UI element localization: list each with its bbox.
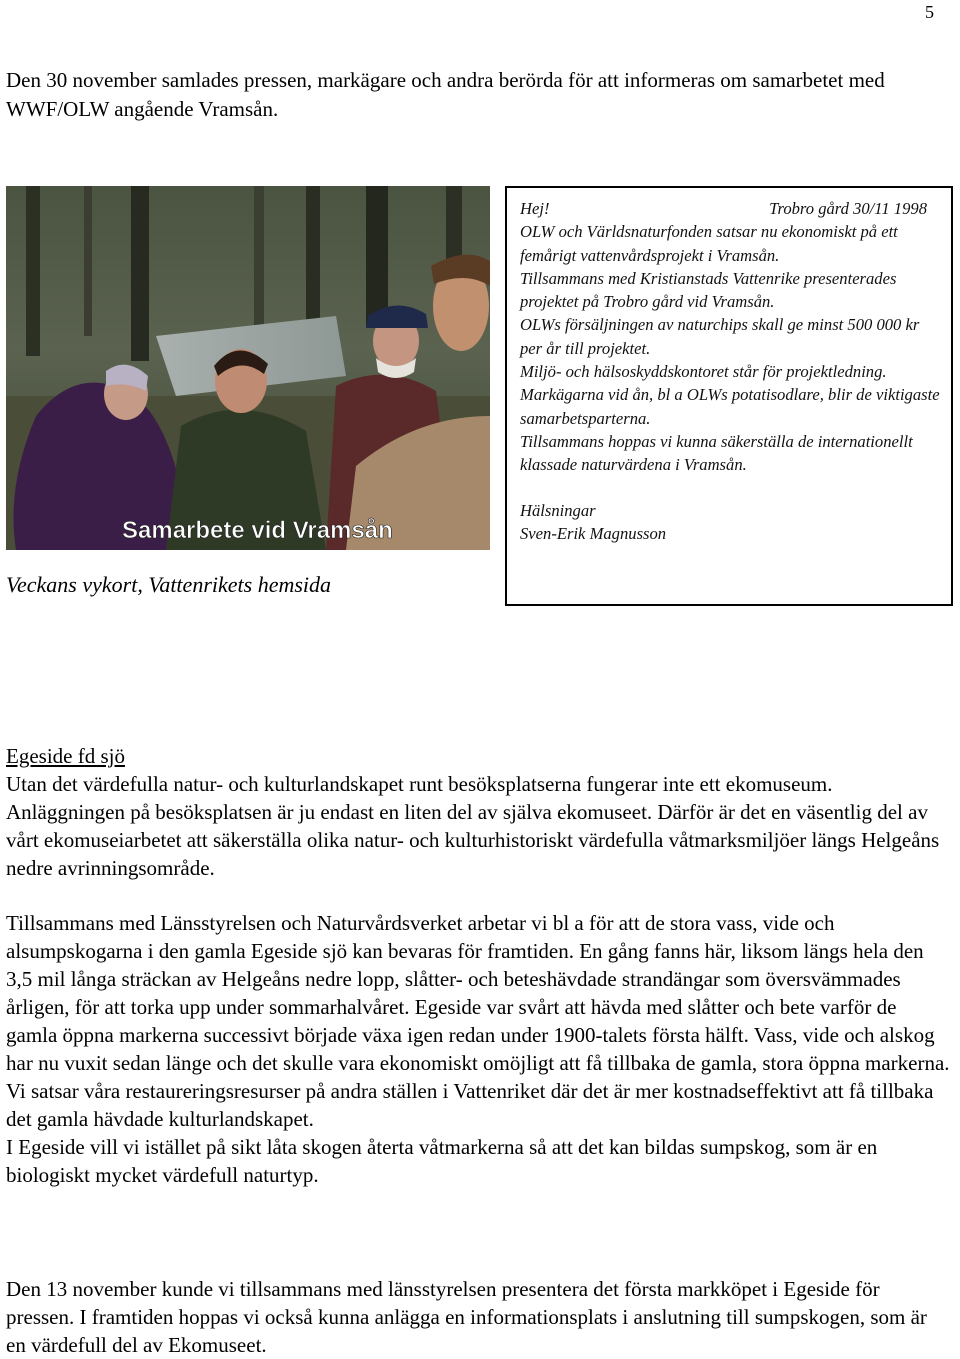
postcard-place-date: Trobro gård 30/11 1998 — [769, 199, 927, 218]
section-paragraph: Tillsammans med Länsstyrelsen och Naturvårdsverket arbetar vi bl a för att de stora vass, vide och alsumpskogarna i den gamla Egeside sjö kan bevaras för framtiden. En gång fanns här, liksom längs hela den 3,5 mil långa sträckan av Helgeåns nedre lopp, slåtter- och beteshävdade strandängar som översvämmades årligen, för att torka upp under sommarhalvåret. Egeside var svårt att hävda med slåtter och bete varför de gamla öppna markerna successivt började växa igen redan under 1900-talets första hälft. Vass, vide och alskog har nu vuxit sedan länge och det skulle vara ekonomiskt omöjligt att få tillbaka de gamla, stora öppna markerna. Vi satsar våra restaureringsresurser på andra ställen i Vattenriket där det är mer kostnadseffektivt att få tillbaka det gamla hävdade kulturlandskapet. — [6, 911, 950, 1131]
photo-overlay-text: Samarbete vid Vramsån — [122, 517, 393, 544]
section-title: Egeside fd sjö — [6, 744, 125, 768]
postcard-line: Markägarna vid ån, bl a OLWs potatisodlare, blir de viktigaste samarbetsparterna. — [520, 385, 940, 428]
egeside-section-continued — [6, 909, 951, 1189]
postcard-line: Miljö- och hälsoskyddskontoret står för projektledning. — [520, 362, 887, 382]
postcard-header — [520, 197, 943, 220]
news-photo — [6, 186, 490, 550]
postcard-greeting: Hej! — [520, 199, 550, 218]
section-paragraph: Den 13 november kunde vi tillsammans med länsstyrelsen presentera det första markköpet i Egeside för pressen. I framtiden hoppas vi också kunna anlägga en informationsplats i anslutning till sumpskogen, som är en värdefull del av Ekomuseet. — [6, 1277, 927, 1357]
section-paragraph: Utan det värdefulla natur- och kulturlandskapet runt besöksplatserna fungerar inte ett ekomuseum. Anläggningen på besöksplatsen är ju endast en liten del av själva ekomuseet. Därför är det en väsentlig del av vårt ekomuseiarbetet att säkerställa olika natur- och kulturhistoriskt värdefulla våtmarksmiljöer längs Helgeåns nedre avrinningsområde. — [6, 772, 940, 880]
postcard-signature: Sven-Erik Magnusson — [520, 523, 667, 543]
page-number: 5 — [925, 2, 934, 22]
intro-paragraph: Den 30 november samlades pressen, markägare och andra berörda för att informeras om samarbetet med WWF/OLW angående Vramsån. — [6, 68, 885, 121]
postcard-line: OLW och Världsnaturfonden satsar nu ekonomiskt på ett femårigt vattenvårdsprojekt i Vramsån. — [520, 222, 898, 265]
egeside-section — [6, 742, 951, 882]
postcard-line: Tillsammans hoppas vi kunna säkerställa de internationellt klassade naturvärdena i Vramsån. — [520, 431, 913, 475]
postcard-line: OLWs försäljningen av naturchips skall ge minst 500 000 kr per år till projektet. — [520, 315, 920, 358]
press-section — [6, 1275, 951, 1359]
section-paragraph: I Egeside vill vi istället på sikt låta skogen återta våtmarkerna så att det kan bildas sumpskog, som är en biologiskt mycket värdefull naturtyp. — [6, 1135, 878, 1187]
photo-caption: Veckans vykort, Vattenrikets hemsida — [6, 572, 332, 597]
postcard-closing: Hälsningar — [520, 500, 596, 520]
photo-illustration — [6, 186, 490, 550]
postcard-message-box — [505, 186, 953, 606]
postcard-line: Tillsammans med Kristianstads Vattenrike presenterades projektet på Trobro gård vid Vramsån. — [520, 268, 897, 312]
